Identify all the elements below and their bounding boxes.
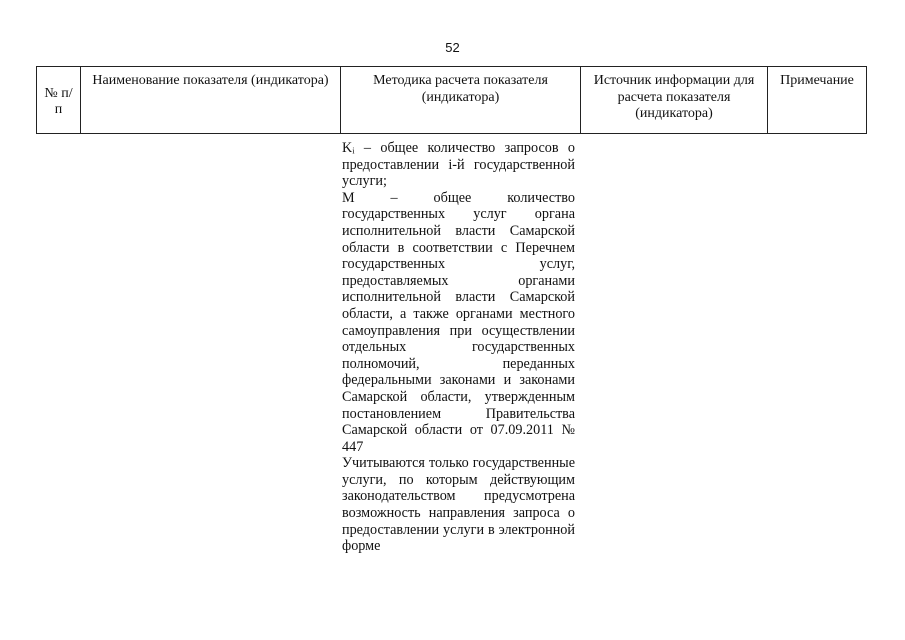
method-paragraph-note: Учитываются только государственные услуги, по которым действующим законодательством предусмотрена возможность направления запроса о предоставлении услуги в электронной форме [342, 455, 575, 555]
page-number: 52 [445, 40, 460, 55]
header-number: № п/п [37, 67, 81, 134]
header-indicator-name: Наименование показателя (индикатора) [81, 67, 341, 134]
indicator-table-header [36, 66, 867, 134]
method-paragraph-ki: Kᵢ – общее количество запросов о предоставлении i-й государственной услуги; [342, 140, 575, 190]
header-calculation-method: Методика расчета показателя (индикатора) [341, 67, 581, 134]
header-information-source: Источник информации для расчета показателя (индикатора) [581, 67, 768, 134]
header-note: Примечание [768, 67, 867, 134]
calculation-method-cell [342, 140, 575, 555]
method-paragraph-m: М – общее количество государственных услуг органа исполнительной власти Самарской области в соответствии с Перечнем государственных услуг, предоставляемых органами исполнительной власти Самарской области, а также органами местного самоуправления при осуществлении отдельных государственных полномочий, переданных федеральными законами и законами Самарской области, утвержденным постановлением Правительства Самарской области от 07.09.2011 № 447 [342, 189, 575, 455]
